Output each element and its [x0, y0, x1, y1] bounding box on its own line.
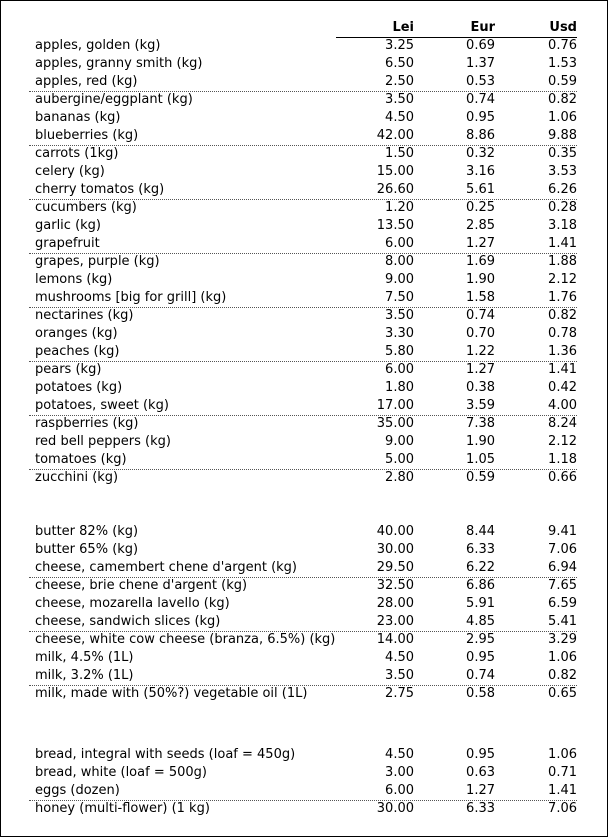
item-name: red bell peppers (kg): [35, 434, 171, 449]
price-lei: 35.00: [376, 416, 414, 431]
item-name: cheese, mozarella lavello (kg): [35, 596, 230, 611]
price-lei: 26.60: [376, 182, 414, 197]
price-lei: 3.25: [385, 38, 414, 53]
price-lei: 2.75: [385, 686, 414, 701]
price-usd: 1.76: [548, 290, 577, 305]
table-row: [0, 253, 608, 271]
item-name: butter 65% (kg): [35, 542, 139, 557]
item-name: grapes, purple (kg): [35, 254, 160, 269]
price-usd: 0.42: [548, 380, 577, 395]
price-eur: 1.69: [466, 254, 495, 269]
price-eur: 1.37: [466, 56, 495, 71]
table-row: [0, 127, 608, 145]
table-row: [0, 631, 608, 649]
price-usd: 0.35: [548, 146, 577, 161]
table-row: [0, 307, 608, 325]
item-name: milk, made with (50%?) vegetable oil (1L): [35, 686, 308, 701]
item-name: cheese, sandwich slices (kg): [35, 614, 221, 629]
price-usd: 1.88: [548, 254, 577, 269]
table-row: [0, 469, 608, 487]
item-name: oranges (kg): [35, 326, 118, 341]
price-lei: 23.00: [376, 614, 414, 629]
price-usd: 7.65: [548, 578, 577, 593]
table-row: [0, 109, 608, 127]
column-header-lei: Lei: [392, 20, 414, 35]
item-name: apples, golden (kg): [35, 38, 161, 53]
item-name: zucchini (kg): [35, 470, 119, 485]
price-usd: 0.82: [548, 668, 577, 683]
price-usd: 1.36: [548, 344, 577, 359]
price-usd: 4.00: [548, 398, 577, 413]
price-usd: 0.66: [548, 470, 577, 485]
price-usd: 6.94: [548, 560, 577, 575]
price-usd: 6.59: [548, 596, 577, 611]
price-lei: 3.50: [385, 308, 414, 323]
table-row: [0, 235, 608, 253]
price-eur: 1.27: [466, 362, 495, 377]
price-lei: 6.00: [385, 236, 414, 251]
price-lei: 14.00: [376, 632, 414, 647]
price-eur: 0.74: [466, 668, 495, 683]
table-row: [0, 37, 608, 55]
item-name: cherry tomatos (kg): [35, 182, 165, 197]
price-eur: 0.53: [466, 74, 495, 89]
price-eur: 1.90: [466, 434, 495, 449]
price-lei: 4.50: [385, 110, 414, 125]
item-name: bread, white (loaf = 500g): [35, 765, 207, 780]
price-usd: 6.26: [548, 182, 577, 197]
price-usd: 0.28: [548, 200, 577, 215]
item-name: garlic (kg): [35, 218, 101, 233]
price-usd: 1.06: [548, 110, 577, 125]
table-row: [0, 541, 608, 559]
table-row: [0, 163, 608, 181]
price-usd: 0.78: [548, 326, 577, 341]
price-lei: 1.20: [385, 200, 414, 215]
price-eur: 8.44: [466, 524, 495, 539]
table-row: [0, 451, 608, 469]
table-row: [0, 577, 608, 595]
item-name: cucumbers (kg): [35, 200, 137, 215]
price-usd: 3.29: [548, 632, 577, 647]
item-name: cheese, camembert chene d'argent (kg): [35, 560, 297, 575]
price-usd: 1.53: [548, 56, 577, 71]
item-name: apples, granny smith (kg): [35, 56, 203, 71]
table-row: [0, 289, 608, 307]
price-lei: 42.00: [376, 128, 414, 143]
price-usd: 2.12: [548, 272, 577, 287]
item-name: milk, 3.2% (1L): [35, 668, 134, 683]
item-name: cheese, brie chene d'argent (kg): [35, 578, 248, 593]
price-eur: 8.86: [466, 128, 495, 143]
price-usd: 0.76: [548, 38, 577, 53]
price-usd: 1.06: [548, 747, 577, 762]
price-lei: 7.50: [385, 290, 414, 305]
price-usd: 3.18: [548, 218, 577, 233]
price-usd: 1.41: [548, 236, 577, 251]
price-eur: 0.59: [466, 470, 495, 485]
price-eur: 0.95: [466, 747, 495, 762]
price-eur: 0.32: [466, 146, 495, 161]
price-lei: 3.50: [385, 92, 414, 107]
item-name: grapefruit: [35, 236, 100, 251]
price-usd: 8.24: [548, 416, 577, 431]
price-usd: 7.06: [548, 542, 577, 557]
price-usd: 9.88: [548, 128, 577, 143]
price-eur: 1.90: [466, 272, 495, 287]
price-lei: 5.00: [385, 452, 414, 467]
item-name: butter 82% (kg): [35, 524, 139, 539]
item-name: cheese, white cow cheese (branza, 6.5%) (kg): [35, 632, 336, 647]
table-row: [0, 764, 608, 782]
item-name: lemons (kg): [35, 272, 113, 287]
item-name: mushrooms [big for grill] (kg): [35, 290, 227, 305]
price-lei: 6.50: [385, 56, 414, 71]
price-usd: 1.41: [548, 783, 577, 798]
price-lei: 4.50: [385, 650, 414, 665]
table-row: [0, 181, 608, 199]
item-name: raspberries (kg): [35, 416, 139, 431]
table-row: [0, 685, 608, 703]
price-eur: 5.61: [466, 182, 495, 197]
table-row: [0, 746, 608, 764]
price-usd: 3.53: [548, 164, 577, 179]
table-row: [0, 379, 608, 397]
price-eur: 6.22: [466, 560, 495, 575]
price-eur: 1.05: [466, 452, 495, 467]
price-lei: 5.80: [385, 344, 414, 359]
price-usd: 2.12: [548, 434, 577, 449]
item-name: carrots (1kg): [35, 146, 119, 161]
price-lei: 1.50: [385, 146, 414, 161]
price-eur: 7.38: [466, 416, 495, 431]
item-name: aubergine/eggplant (kg): [35, 92, 193, 107]
price-eur: 0.69: [466, 38, 495, 53]
column-header-eur: Eur: [470, 20, 495, 35]
price-eur: 4.85: [466, 614, 495, 629]
price-eur: 0.38: [466, 380, 495, 395]
price-eur: 0.70: [466, 326, 495, 341]
price-eur: 1.27: [466, 236, 495, 251]
price-lei: 29.50: [376, 560, 414, 575]
table-row: [0, 667, 608, 685]
item-name: celery (kg): [35, 164, 105, 179]
price-lei: 15.00: [376, 164, 414, 179]
price-lei: 32.50: [376, 578, 414, 593]
price-lei: 28.00: [376, 596, 414, 611]
price-eur: 1.27: [466, 783, 495, 798]
price-lei: 3.30: [385, 326, 414, 341]
price-usd: 0.82: [548, 308, 577, 323]
price-usd: 0.65: [548, 686, 577, 701]
item-name: honey (multi-flower) (1 kg): [35, 801, 210, 816]
item-name: apples, red (kg): [35, 74, 138, 89]
item-name: tomatoes (kg): [35, 452, 127, 467]
price-usd: 1.41: [548, 362, 577, 377]
table-row: [0, 55, 608, 73]
price-eur: 1.22: [466, 344, 495, 359]
item-name: potatoes (kg): [35, 380, 123, 395]
price-lei: 30.00: [376, 542, 414, 557]
table-row: [0, 91, 608, 109]
price-usd: 0.82: [548, 92, 577, 107]
price-lei: 6.00: [385, 783, 414, 798]
price-eur: 6.33: [466, 801, 495, 816]
price-lei: 30.00: [376, 801, 414, 816]
table-row: [0, 271, 608, 289]
price-eur: 0.58: [466, 686, 495, 701]
table-row: [0, 523, 608, 541]
table-row: [0, 782, 608, 800]
price-lei: 17.00: [376, 398, 414, 413]
price-eur: 3.59: [466, 398, 495, 413]
price-lei: 1.80: [385, 380, 414, 395]
price-eur: 3.16: [466, 164, 495, 179]
price-eur: 0.74: [466, 92, 495, 107]
table-row: [0, 613, 608, 631]
item-name: bananas (kg): [35, 110, 121, 125]
item-name: nectarines (kg): [35, 308, 134, 323]
price-eur: 2.95: [466, 632, 495, 647]
table-row: [0, 343, 608, 361]
price-usd: 5.41: [548, 614, 577, 629]
price-lei: 3.50: [385, 668, 414, 683]
table-row: [0, 397, 608, 415]
price-lei: 13.50: [376, 218, 414, 233]
price-eur: 6.86: [466, 578, 495, 593]
table-row: [0, 73, 608, 91]
price-lei: 8.00: [385, 254, 414, 269]
price-lei: 6.00: [385, 362, 414, 377]
price-lei: 40.00: [376, 524, 414, 539]
price-eur: 0.63: [466, 765, 495, 780]
table-row: [0, 800, 608, 818]
price-lei: 4.50: [385, 747, 414, 762]
price-eur: 0.74: [466, 308, 495, 323]
item-name: bread, integral with seeds (loaf = 450g): [35, 747, 296, 762]
price-lei: 3.00: [385, 765, 414, 780]
price-eur: 0.25: [466, 200, 495, 215]
price-usd: 0.71: [548, 765, 577, 780]
price-eur: 1.58: [466, 290, 495, 305]
item-name: eggs (dozen): [35, 783, 120, 798]
price-usd: 1.06: [548, 650, 577, 665]
table-row: [0, 595, 608, 613]
price-eur: 0.95: [466, 110, 495, 125]
table-row: [0, 325, 608, 343]
item-name: potatoes, sweet (kg): [35, 398, 169, 413]
table-row: [0, 415, 608, 433]
item-name: peaches (kg): [35, 344, 120, 359]
price-lei: 9.00: [385, 272, 414, 287]
price-lei: 2.80: [385, 470, 414, 485]
table-row: [0, 145, 608, 163]
item-name: blueberries (kg): [35, 128, 139, 143]
column-header-usd: Usd: [549, 20, 577, 35]
price-usd: 9.41: [548, 524, 577, 539]
price-eur: 6.33: [466, 542, 495, 557]
price-usd: 7.06: [548, 801, 577, 816]
table-row: [0, 199, 608, 217]
price-eur: 2.85: [466, 218, 495, 233]
price-eur: 5.91: [466, 596, 495, 611]
price-eur: 0.95: [466, 650, 495, 665]
table-row: [0, 649, 608, 667]
table-row: [0, 361, 608, 379]
price-lei: 9.00: [385, 434, 414, 449]
price-lei: 2.50: [385, 74, 414, 89]
item-name: milk, 4.5% (1L): [35, 650, 134, 665]
item-name: pears (kg): [35, 362, 102, 377]
price-usd: 1.18: [548, 452, 577, 467]
table-row: [0, 433, 608, 451]
price-usd: 0.59: [548, 74, 577, 89]
table-row: [0, 217, 608, 235]
table-row: [0, 559, 608, 577]
